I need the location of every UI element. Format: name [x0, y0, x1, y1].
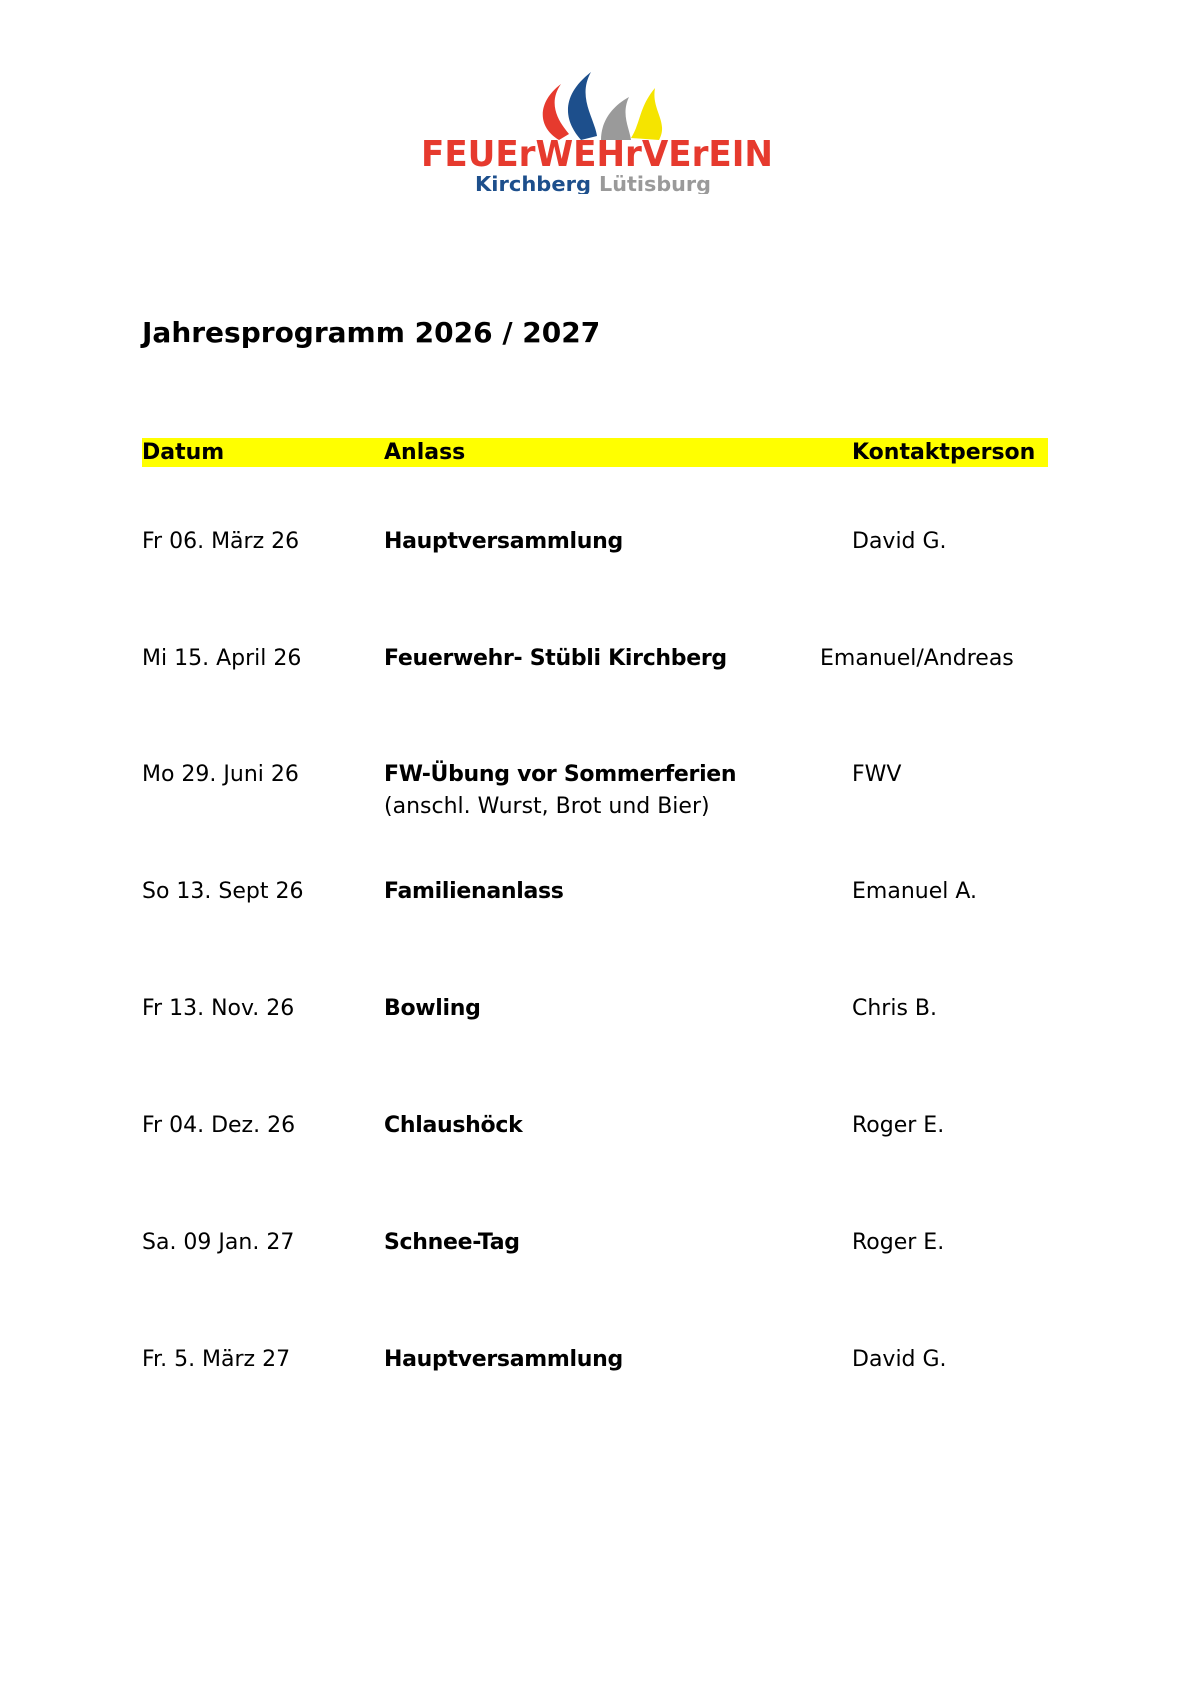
row-anlass: Schnee-Tag	[384, 1230, 520, 1255]
svg-text:Lütisburg: Lütisburg	[599, 172, 711, 194]
row-anlass: Bowling	[384, 996, 481, 1021]
feuerwehrverein-logo	[419, 72, 775, 194]
page-title: Jahresprogramm 2026 / 2027	[142, 316, 601, 349]
row-datum: Fr. 5. März 27	[142, 1347, 291, 1372]
svg-text:Kirchberg: Kirchberg	[475, 172, 591, 194]
header-anlass: Anlass	[384, 440, 466, 465]
row-anlass: Hauptversammlung	[384, 1347, 623, 1372]
row-kontakt: Chris B.	[852, 996, 938, 1021]
row-datum: Sa. 09 Jan. 27	[142, 1230, 295, 1255]
row-datum: Fr 06. März 26	[142, 529, 300, 554]
header-datum: Datum	[142, 440, 225, 465]
row-kontakt: Emanuel/Andreas	[820, 646, 1014, 671]
row-kontakt: Roger E.	[852, 1113, 945, 1138]
row-datum: Mi 15. April 26	[142, 646, 302, 671]
row-anlass: FW-Übung vor Sommerferien	[384, 762, 737, 787]
row-kontakt: Roger E.	[852, 1230, 945, 1255]
row-anlass: Hauptversammlung	[384, 529, 623, 554]
row-datum: Mo 29. Juni 26	[142, 762, 299, 787]
svg-text:FEUErWEHrVErEIN: FEUErWEHrVErEIN	[421, 134, 773, 175]
row-anlass-note: (anschl. Wurst, Brot und Bier)	[384, 794, 710, 819]
row-anlass: Familienanlass	[384, 879, 564, 904]
row-kontakt: Emanuel A.	[852, 879, 977, 904]
row-anlass: Feuerwehr- Stübli Kirchberg	[384, 646, 727, 671]
row-datum: Fr 04. Dez. 26	[142, 1113, 296, 1138]
header-kontakt: Kontaktperson	[852, 440, 1036, 465]
row-anlass: Chlaushöck	[384, 1113, 523, 1138]
row-datum: Fr 13. Nov. 26	[142, 996, 295, 1021]
row-kontakt: FWV	[852, 762, 902, 787]
row-kontakt: David G.	[852, 529, 947, 554]
row-datum: So 13. Sept 26	[142, 879, 304, 904]
row-kontakt: David G.	[852, 1347, 947, 1372]
